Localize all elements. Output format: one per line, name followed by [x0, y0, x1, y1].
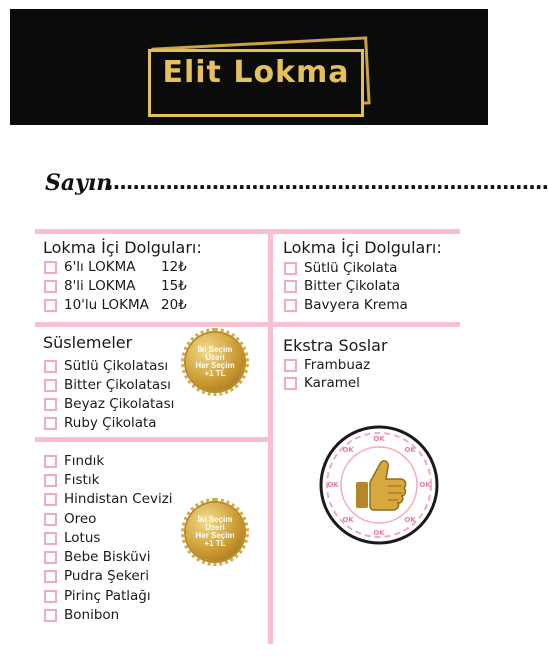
svg-text:OK: OK: [373, 529, 385, 537]
list-item[interactable]: Beyaz Çikolatası: [44, 395, 174, 413]
list-item[interactable]: 8'li LOKMA: [44, 277, 136, 295]
list-item[interactable]: 10'lu LOKMA: [44, 296, 149, 314]
list-item[interactable]: Hindistan Cevizi: [44, 490, 173, 508]
checkbox[interactable]: [44, 551, 57, 564]
checkbox[interactable]: [44, 417, 57, 430]
list-item[interactable]: Bitter Çikolata: [284, 277, 400, 295]
svg-text:OK: OK: [404, 446, 416, 454]
checkbox[interactable]: [44, 360, 57, 373]
price-label: 20₺: [161, 297, 187, 313]
list-item[interactable]: Frambuaz: [284, 356, 370, 374]
checkbox[interactable]: [44, 590, 57, 603]
section-title-extra-sauces: Ekstra Soslar: [283, 336, 388, 355]
list-item[interactable]: Bonibon: [44, 606, 119, 624]
checkbox[interactable]: [44, 299, 57, 312]
ok-stamp: [318, 424, 440, 546]
checkbox[interactable]: [44, 398, 57, 411]
divider-lower-left: [35, 437, 273, 442]
recipient-label: Sayın: [45, 170, 113, 196]
svg-text:OK: OK: [342, 516, 354, 524]
checkbox[interactable]: [44, 532, 57, 545]
list-item[interactable]: Pudra Şekeri: [44, 567, 149, 585]
checkbox[interactable]: [284, 359, 297, 372]
svg-text:OK: OK: [327, 481, 339, 489]
price-label: 12₺: [161, 259, 187, 275]
list-item[interactable]: Bavyera Krema: [284, 296, 408, 314]
checkbox[interactable]: [44, 474, 57, 487]
list-item[interactable]: Karamel: [284, 374, 360, 392]
checkbox[interactable]: [44, 609, 57, 622]
checkbox[interactable]: [44, 261, 57, 274]
checkbox[interactable]: [284, 280, 297, 293]
checkbox[interactable]: [44, 513, 57, 526]
svg-text:OK: OK: [342, 446, 354, 454]
divider-middle: [35, 322, 460, 327]
checkbox[interactable]: [284, 262, 297, 275]
list-item[interactable]: Pirinç Patlağı: [44, 587, 151, 605]
svg-text:OK: OK: [419, 481, 431, 489]
checkbox[interactable]: [44, 493, 57, 506]
brand-logo: Elit Lokma: [162, 55, 350, 90]
checkbox[interactable]: [284, 299, 297, 312]
section-title-fillings: Lokma İçi Dolguları:: [283, 238, 442, 257]
price-label: 15₺: [161, 278, 187, 294]
gold-seal-badge: İki Seçim Üzeri Her Seçim +1 TL: [186, 503, 244, 561]
divider-vertical: [268, 229, 273, 644]
section-title-lokma-sizes: Lokma İçi Dolguları:: [43, 238, 202, 257]
list-item[interactable]: Bebe Bisküvi: [44, 548, 150, 566]
list-item[interactable]: Fındık: [44, 452, 104, 470]
svg-text:OK: OK: [373, 435, 385, 443]
gold-seal-badge: İki Seçim Üzeri Her Seçim +1 TL: [186, 333, 244, 391]
list-item[interactable]: Sütlü Çikolatası: [44, 357, 168, 375]
svg-text:OK: OK: [404, 516, 416, 524]
list-item[interactable]: Bitter Çikolatası: [44, 376, 171, 394]
list-item[interactable]: Sütlü Çikolata: [284, 259, 397, 277]
header-banner: [10, 9, 488, 125]
list-item[interactable]: 6'lı LOKMA: [44, 258, 136, 276]
checkbox[interactable]: [44, 570, 57, 583]
list-item[interactable]: Oreo: [44, 510, 96, 528]
checkbox[interactable]: [284, 377, 297, 390]
list-item[interactable]: Ruby Çikolata: [44, 414, 157, 432]
list-item[interactable]: Lotus: [44, 529, 100, 547]
checkbox[interactable]: [44, 280, 57, 293]
list-item[interactable]: Fıstık: [44, 471, 99, 489]
recipient-dotted-line[interactable]: ...................................................................: [106, 170, 548, 194]
checkbox[interactable]: [44, 455, 57, 468]
divider-top: [35, 229, 460, 234]
checkbox[interactable]: [44, 379, 57, 392]
section-title-decorations: Süslemeler: [43, 333, 133, 352]
